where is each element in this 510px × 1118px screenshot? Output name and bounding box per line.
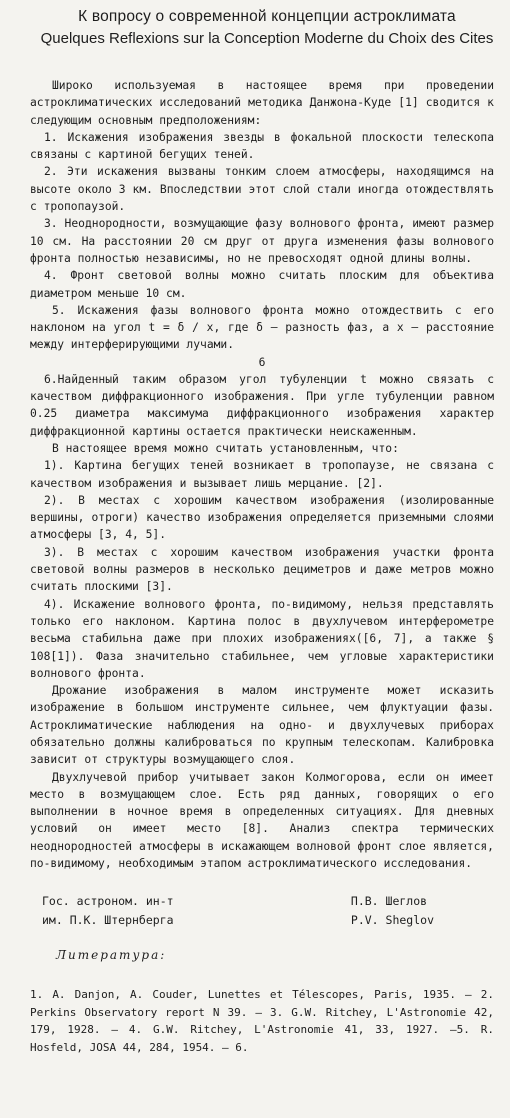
institution-line: Гос. астроном. ин-т — [42, 894, 174, 909]
references: 1. A. Danjon, A. Couder, Lunettes et Télescopes, Paris, 1935. – 2. Perkins Observatory report N 39. – 3. G.W. Ritchey, L'Astronomie 42, 179, 1928. – 4. G.W. Ritchey, L'Astronomie 41, 33, 1927. –5. R. Hosfeld, JOSA 44, 284, 1954. – 6. — [30, 988, 494, 1054]
paragraph: В настоящее время можно считать установленным, что: — [52, 441, 399, 455]
signature-block — [30, 892, 494, 930]
paragraph: 5. Искажения фазы волнового фронта можно отождествить с его наклоном на угол t = δ / x, где δ – разность фаз, а x – расстояние между интерферирующими лучами. — [30, 303, 494, 352]
literature-heading: Литература: — [56, 948, 167, 963]
paragraph: 4). Искажение волнового фронта, по-видимому, нельзя представлять только его наклоном. Картина полос в двухлучевом интерферометре весьма стабильна даже при плохих изображениях([6, 7], а также § 108[1]). Фаза значительно стабильнее, чем угловые характеристики волнового фронта. — [30, 597, 494, 680]
paragraph: Дрожание изображения в малом инструменте может исказить изображение в большом инструменте сильнее, чем флуктуации фазы. Астроклиматические наблюдения на одно- и двухлучевых приборах обязательно должны калиброваться по крупным телескопам. Калибровка зависит от структуры возмущающего слоя. — [30, 684, 494, 767]
institution — [42, 892, 174, 930]
paragraph: 3. Неоднородности, возмущающие фазу волнового фронта, имеют размер 10 см. На расстоянии 20 см друг от друга изменения фазы волнового фронта полностью независимы, но не превосходят одной длины волны. — [30, 217, 494, 265]
author — [351, 892, 474, 930]
paragraph: 3). В местах с хорошим качеством изображения участки фронта световой волны размеров в несколько дециметров и даже метров можно считать плоскими [3]. — [30, 545, 494, 594]
institution-line: им. П.К. Штернберга — [42, 913, 174, 928]
paragraph: 1. Искажения изображения звезды в фокальной плоскости телескопа связаны с картиной бегущих теней. — [30, 130, 494, 162]
paragraph: 2). В местах с хорошим качеством изображения (изолированные вершины, отроги) качество изображения определяется приземными слоями атмосферы [3, 4, 5]. — [30, 493, 494, 542]
body-text — [30, 77, 494, 872]
author-name-russian: П.В. Шеглов — [350, 894, 428, 909]
title-russian: К вопросу о современной концепции астроклимата — [78, 8, 456, 25]
page-number: 6 — [258, 355, 266, 369]
paragraph: 1). Картина бегущих теней возникает в тропопаузе, не связана с качеством изображения и вызывает лишь мерцание. [2]. — [30, 459, 494, 490]
paragraph: 6.Найденный таким образом угол тубуленции t можно связать с качеством диффракционного изображения. При угле тубуленции равном 0.25 диаметра максимума диффракционного изображения характер диффракционной картины остается практически неискаженным. — [30, 372, 494, 438]
title-french: Quelques Reflexions sur la Conception Moderne du Choix des Cites — [40, 30, 494, 47]
paragraph: 4. Фронт световой волны можно считать плоским для объектива диаметром меньше 10 см. — [30, 269, 494, 300]
paragraph: Широко используемая в настоящее время при проведении астроклиматических исследований методика Данжона-Куде [1] сводится к следующим основным предположениям: — [30, 79, 494, 127]
paragraph: Двухлучевой прибор учитывает закон Колмогорова, если он имеет место в возмущающем слое. Есть ряд данных, говорящих о его выполнении в ночное время в определенных ситуациях. Для дневных условий он имеет место [8]. Анализ спектра термических неоднородностей атмосферы в искажающем волновой фронт слое является, по-видимому, необходимым этапом астроклиматического исследования. — [30, 770, 494, 871]
author-name-latin: P.V. Sheglov — [350, 913, 434, 928]
paragraph: 2. Эти искажения вызваны тонким слоем атмосферы, находящимся на высоте около 3 км. Впоследствии этот слой стали иногда отождествлять с тропопаузой. — [30, 165, 494, 214]
